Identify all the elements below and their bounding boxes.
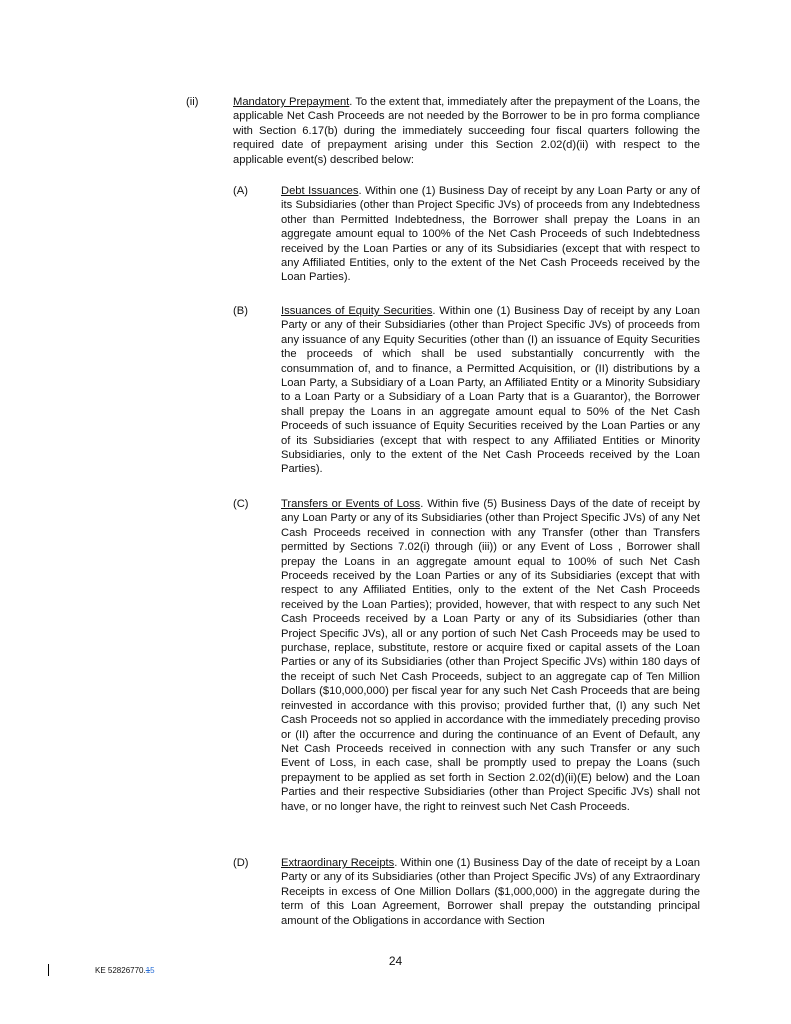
subsection-d-number: (D) <box>233 857 249 869</box>
subsection-c-paragraph <box>281 497 700 814</box>
subsection-b-text: . Within one (1) Business Day of receipt by any Loan Party or any of their Subsidiaries (other than Project Specific JVs) of proceeds from any issuance of any Equity Securities (other than (I) an issuance of Equity Securities the proceeds of which shall be used substantially concurrently with the consummation of, and to finance, a Permitted Acquisition, or (II) distributions by a Loan Party, a Subsidiary of a Loan Party, an Affiliated Entity or a Minority Subsidiary to a Loan Party or a Subsidiary of a Loan Party that is a Guarantor), the Borrower shall prepay the Loans in an aggregate amount equal to 50% of the Net Cash Proceeds of such issuance of Equity Securities received by the Loan Parties or any of its Subsidiaries (except that with respect to any Affiliated Entities or Minority Subsidiaries, only to the extent of the Net Cash Proceeds received by the Loan Parties). <box>281 305 700 476</box>
subsection-d-text: . Within one (1) Business Day of the date of receipt by a Loan Party or any of its Subsidiaries (other than Project Specific JVs) of any Extraordinary Receipts in excess of One Million Dollars ($1,000,000) in the aggregate during the term of this Loan Agreement, Borrower shall prepay the outstanding principal amount of the Obligations in accordance with Section <box>281 857 700 927</box>
subsection-a-text: . Within one (1) Business Day of receipt by any Loan Party or any of its Subsidiaries (other than Project Specific JVs) of proceeds from any Indebtedness other than Permitted Indebtedness, the Borrower shall prepay the Loans in an aggregate amount equal to 100% of the Net Cash Proceeds of such Indebtedness received by the Loan Parties or any of its Subsidiaries (except that with respect to any Affiliated Entities, only to the extent of the Net Cash Proceeds received by the Loan Parties). <box>281 185 700 284</box>
section-ii-heading: Mandatory Prepayment <box>233 96 350 108</box>
subsection-b-paragraph <box>281 304 700 477</box>
subsection-a-heading: Debt Issuances <box>281 185 359 197</box>
section-ii-text: . To the extent that, immediately after the prepayment of the Loans, the applicable Net Cash Proceeds are not needed by the Borrower to be in pro forma compliance with Section 6.17(b) during the immediately succeeding four fiscal quarters following the required date of prepayment arising under this Section 2.02(d)(ii) with respect to the applicable event(s) described below: <box>233 96 700 166</box>
document-id-inserted-digit: 5 <box>150 966 155 975</box>
subsection-b-number: (B) <box>233 305 248 317</box>
subsection-a-number: (A) <box>233 185 248 197</box>
page-number: 24 <box>388 954 403 968</box>
subsection-d-paragraph <box>281 856 700 928</box>
document-id <box>95 966 155 976</box>
subsection-c-text: . Within five (5) Business Days of the date of receipt by any Loan Party or any of its Subsidiaries (other than Project Specific JVs) of any Net Cash Proceeds received in connection with any Transfer (other than Transfers permitted by Sections 7.02(i) through (iii)) or any Event of Loss , Borrower shall prepay the Loans in an aggregate amount equal to 100% of such Net Cash Proceeds received by the Loan Parties or any of its Subsidiaries (except that with respect to any Affiliated Entities, only to the extent of the Net Cash Proceeds received by the Loan Parties); provided, however, that with respect to any such Net Cash Proceeds received by a Loan Party or any of its Subsidiaries (other than Project Specific JVs), all or any portion of such Net Cash Proceeds may be used to purchase, replace, substitute, restore or acquire fixed or capital assets of the Loan Parties or any of its Subsidiaries (other than Project Specific JVs) within 180 days of the receipt of such Net Cash Proceeds, subject to an aggregate cap of Ten Million Dollars ($10,000,000) per fiscal year for any such Net Cash Proceeds that are being reinvested in accordance with this proviso; provided further that, (I) any such Net Cash Proceeds not so applied in accordance with the immediately preceding proviso or (II) after the occurrence and during the continuance of an Event of Default, any Net Cash Proceeds received in connection with any such Transfer or any such Event of Loss, in each case, shall be promptly used to prepay the Loans (such prepayment to be applied as set forth in Section 2.02(d)(ii)(E) below) and the Loan Parties and their respective Subsidiaries (other than Project Specific JVs) shall not have, or no longer have, the right to reinvest such Net Cash Proceeds. <box>281 498 700 813</box>
subsection-c-number: (C) <box>233 498 249 510</box>
subsection-b-heading: Issuances of Equity Securities <box>281 305 433 317</box>
section-ii-paragraph <box>233 95 700 167</box>
subsection-a-paragraph <box>281 184 700 285</box>
subsection-d-heading: Extraordinary Receipts <box>281 857 395 869</box>
document-id-deleted-digit: 1 <box>145 966 151 975</box>
section-ii-number: (ii) <box>186 96 199 108</box>
change-bar <box>48 964 49 976</box>
document-id-prefix: KE 52826770. <box>95 966 146 975</box>
subsection-c-heading: Transfers or Events of Loss <box>281 498 421 510</box>
